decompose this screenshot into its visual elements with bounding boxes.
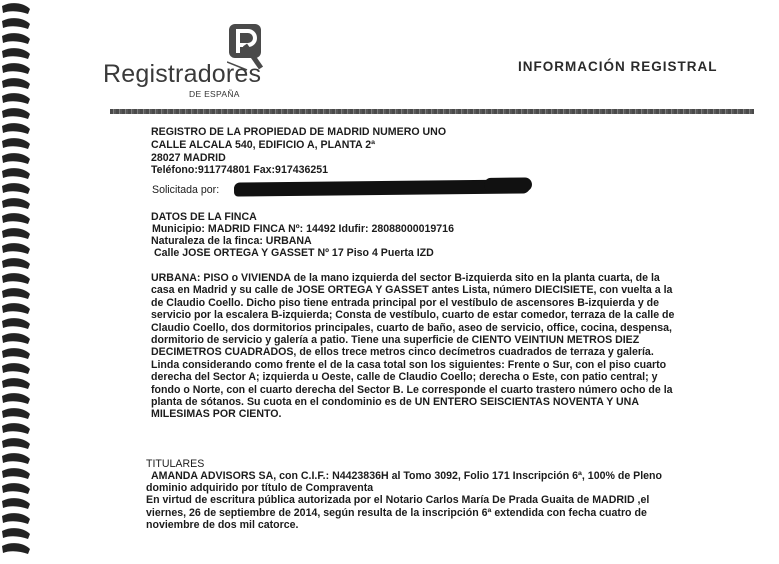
binding-ring [2, 513, 30, 524]
titulares-line3: En virtud de escritura pública autorizada por el Notario Carlos María De Prada Guaita de MADRID ,el [146, 494, 650, 506]
binding-ring [2, 333, 30, 344]
binding-ring [2, 93, 30, 104]
description-line: servicio por la escalera B-izquierda; Consta de vestíbulo, cuarto de estar comedor, terraza de la calle de [151, 309, 675, 322]
description-line: derecha del Sector A; izquierda u Oeste, calle de Claudio Coello; derecha o Este, con patio central; y [151, 371, 658, 384]
binding-ring [2, 438, 30, 449]
finca-calle: Calle JOSE ORTEGA Y GASSET Nº 17 Piso 4 Puerta IZD [154, 247, 434, 259]
titulares-line1: AMANDA ADVISORS SA, con C.I.F.: N4423836H al Tomo 3092, Folio 171 Inscripción 6ª, 100% de Pleno [151, 470, 662, 482]
binding-ring [2, 363, 30, 374]
logo-wordmark: Registradores [103, 60, 262, 88]
registry-address-line2: 28027 MADRID [151, 152, 226, 164]
binding-ring [2, 138, 30, 149]
page-title: INFORMACIÓN REGISTRAL [518, 59, 718, 74]
binding-ring [2, 498, 30, 509]
binding-rings [0, 0, 34, 564]
binding-ring [2, 243, 30, 254]
binding-ring [2, 378, 30, 389]
binding-ring [2, 3, 30, 14]
binding-ring [2, 168, 30, 179]
logo-subtitle: DE ESPAÑA [189, 89, 240, 99]
binding-ring [2, 183, 30, 194]
registry-address-line1: CALLE ALCALA 540, EDIFICIO A, PLANTA 2ª [151, 139, 376, 151]
binding-ring [2, 228, 30, 239]
binding-ring [2, 108, 30, 119]
description-line: MILESIMAS POR CIENTO. [151, 408, 282, 421]
property-description [151, 272, 721, 421]
binding-ring [2, 258, 30, 269]
binding-ring [2, 423, 30, 434]
binding-ring [2, 483, 30, 494]
description-line: casa en Madrid y su calle de JOSE ORTEGA Y GASSET antes Lista, número DIECISIETE, con vuelta a la [151, 284, 673, 297]
description-line: Linda considerando como frente el de la casa total son los siguientes: Frente o Sur, con el piso cuarto [151, 358, 667, 371]
binding-ring [2, 63, 30, 74]
binding-ring [2, 468, 30, 479]
binding-ring [2, 48, 30, 59]
binding-ring [2, 198, 30, 209]
binding-ring [2, 18, 30, 29]
header-divider [110, 109, 754, 114]
titulares-line2: dominio adquirido por título de Compraventa [146, 482, 374, 494]
binding-ring [2, 408, 30, 419]
binding-ring [2, 393, 30, 404]
finca-heading: DATOS DE LA FINCA [151, 211, 257, 223]
binding-ring [2, 543, 30, 554]
binding-ring [2, 153, 30, 164]
binding-ring [2, 273, 30, 284]
description-line: dormitorio de servicio y galería a patio. Tiene una superficie de CIENTO VEINTIUN METROS DIEZ [151, 334, 640, 347]
description-line: Claudio Coello, dos dormitorios principales, cuarto de baño, aseo de servicio, office, cocina, despensa, [151, 321, 672, 334]
finca-municipio: Municipio: MADRID FINCA Nº: 14492 Idufir: 28088000019716 [152, 223, 454, 235]
binding-ring [2, 33, 30, 44]
description-line: planta de sótanos. Su cuota en el condominio es de UN ENTERO SEISCIENTAS NOVENTA Y UNA [151, 396, 639, 409]
redaction-bar [234, 179, 530, 196]
registry-phone: Teléfono:911774801 Fax:917436251 [151, 164, 329, 176]
description-line: fondo o Norte, con el cuarto derecha del Sector B. Le corresponde el cuarto trastero número ocho de la [151, 383, 673, 396]
binding-ring [2, 318, 30, 329]
registry-name: REGISTRO DE LA PROPIEDAD DE MADRID NUMERO UNO [151, 126, 447, 138]
binding-ring [2, 303, 30, 314]
binding-ring [2, 213, 30, 224]
description-line: de Claudio Coello. Dicho piso tiene entrada principal por el vestíbulo de ascensores B-izquierda y de [151, 296, 660, 309]
titulares-line5: noviembre de dos mil catorce. [146, 519, 299, 531]
binding-ring [2, 78, 30, 89]
binding-ring [2, 453, 30, 464]
finca-naturaleza: Naturaleza de la finca: URBANA [151, 235, 312, 247]
registradores-logo [103, 22, 273, 102]
titulares-line4: viernes, 26 de septiembre de 2014, según resulta de la inscripción 6ª extendida con fecha cuatro de [146, 507, 647, 519]
binding-ring [2, 528, 30, 539]
binding-ring [2, 288, 30, 299]
titulares-heading: TITULARES [146, 458, 205, 470]
description-line: DECIMETROS CUADRADOS, de ellos trece metros cinco decímetros cuadrados de terraza y galería. [151, 346, 654, 359]
binding-ring [2, 123, 30, 134]
binding-ring [2, 348, 30, 359]
description-line: URBANA: PISO o VIVIENDA de la mano izquierda del sector B-izquierda sito en la planta cuarta, de la [151, 272, 660, 284]
requested-by-label: Solicitada por: [152, 184, 220, 196]
